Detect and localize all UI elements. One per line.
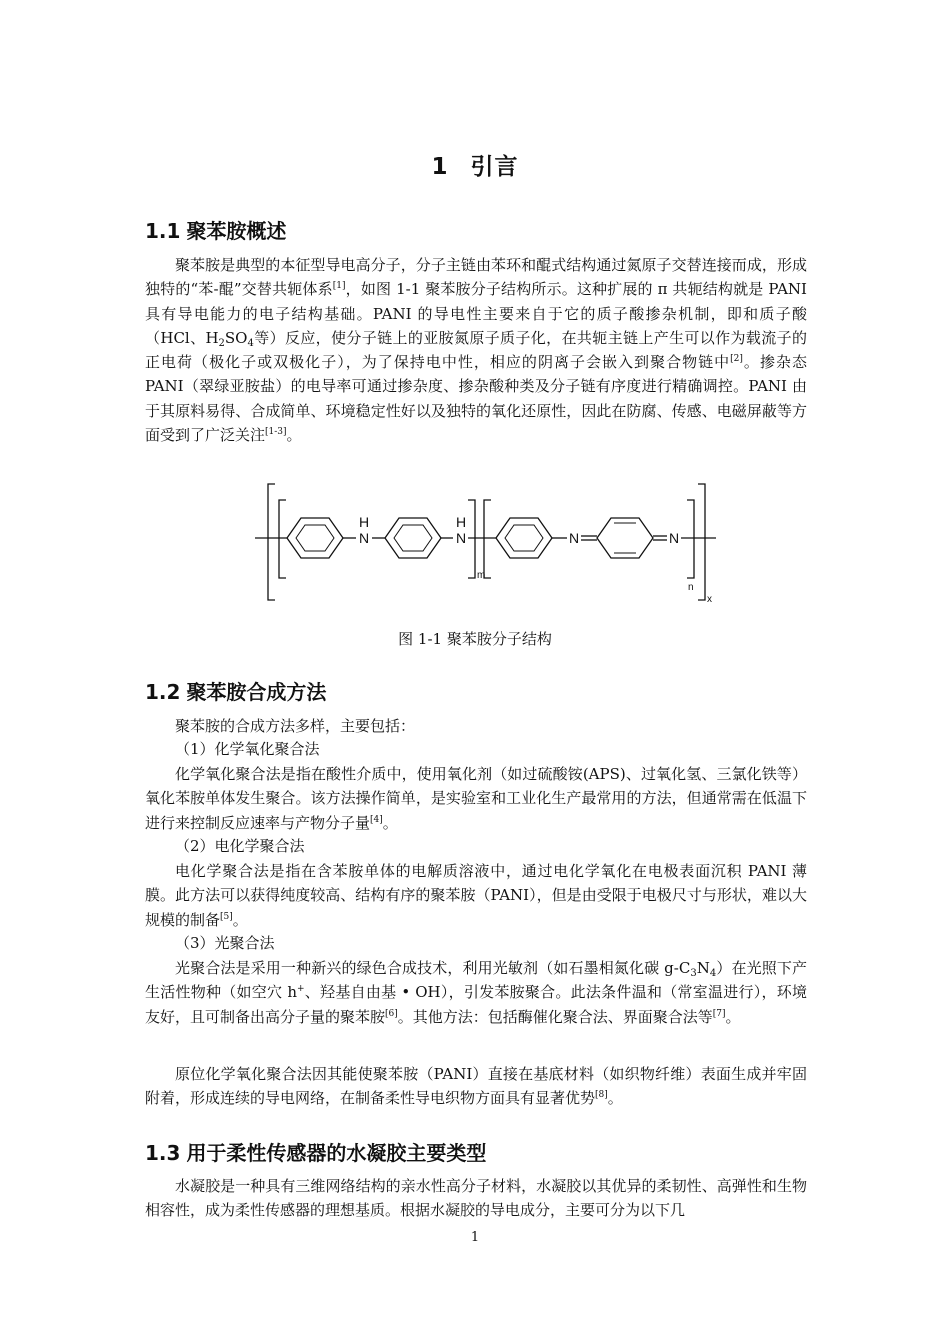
benzene-ring-inner bbox=[394, 525, 432, 551]
subscript-x: x bbox=[707, 594, 712, 605]
text-run: 聚苯胺是典型的本征型导电高分子，分子主链由苯环和醌式结构通过氮原子交替连接而成，形成独特的“苯-醌”交替共轭体系 bbox=[145, 256, 807, 299]
list-item-heading: （2）电化学聚合法 bbox=[175, 837, 305, 855]
text-run: 。 bbox=[725, 1007, 741, 1026]
paragraph-in-situ bbox=[145, 1062, 807, 1111]
subscript: 2 bbox=[218, 337, 225, 349]
text-run: 光聚合法是采用一种新兴的绿色合成技术，利用光敏剂（如石墨相氮化碳 g-C bbox=[175, 959, 691, 977]
subscript: 4 bbox=[709, 968, 717, 979]
hydrogen-atom: H bbox=[358, 514, 370, 530]
polyaniline-structure-figure bbox=[250, 478, 720, 608]
text-run: 。 bbox=[286, 426, 302, 445]
text-run: N bbox=[696, 959, 710, 977]
superscript: + bbox=[297, 984, 305, 995]
citation: [4] bbox=[370, 814, 383, 825]
text-run: SO bbox=[224, 328, 248, 347]
citation: [8] bbox=[595, 1090, 608, 1101]
figure-caption: 图 1-1 聚苯胺分子结构 bbox=[398, 630, 552, 648]
section-title: 用于柔性传感器的水凝胶主要类型 bbox=[186, 1141, 487, 1165]
paragraph-hydrogel: 水凝胶是一种具有三维网络结构的亲水性高分子材料，水凝胶以其优异的柔韧性、高弹性和生物相容性，成为柔性传感器的理想基质。根据水凝胶的导电成分，主要可分为以下几 bbox=[145, 1177, 807, 1220]
quinoid-ring bbox=[597, 518, 653, 558]
text-run: 。掺杂态 PANI（翠绿亚胺盐）的电导率可通过掺杂度、掺杂酸种类及分子链有序度进行精确调控。PANI 由于其原料易得、合成简单、环境稳定性好以及独特的氧化还原性，因此在防腐、传感、电磁屏蔽等方面受到了广泛关注 bbox=[145, 353, 807, 445]
text-run: 。 bbox=[382, 813, 398, 832]
citation: [2] bbox=[730, 354, 743, 365]
nitrogen-atom: N bbox=[358, 530, 370, 546]
text-run: 。其他方法：包括酶催化聚合法、界面聚合法等 bbox=[397, 1007, 713, 1026]
text-run: 。 bbox=[607, 1089, 623, 1108]
text-run: 、羟基自由基 • OH），引发苯胺聚合。此法条件温和（常室温进行），环境友好，且可制备出高分子量的聚苯胺 bbox=[145, 983, 808, 1026]
text-run: 等）反应，使分子链上的亚胺氮原子质子化，在共轭主链上产生可以作为载流子的正电荷（极化子或双极化子），为了保持电中性，相应的阴离子会嵌入到聚合物链中 bbox=[145, 328, 807, 372]
outer-bracket-left bbox=[268, 484, 275, 600]
nitrogen-atom: N bbox=[668, 530, 680, 546]
section-number: 1.2 bbox=[145, 680, 181, 704]
page-number: 1 bbox=[470, 1230, 480, 1245]
text-run: 原位化学氧化聚合法因其能使聚苯胺（PANI）直接在基底材料（如织物纤维）表面生成并牢固附着，形成连续的导电网络，在制备柔性导电织物方面具有显著优势 bbox=[145, 1065, 807, 1108]
section-title: 聚苯胺概述 bbox=[186, 219, 287, 243]
chapter-title: 引言 bbox=[470, 154, 519, 180]
section-title: 聚苯胺合成方法 bbox=[186, 680, 327, 704]
text-run: ，如图 1-1 聚苯胺分子结构所示。这种扩展的 π 共轭结构就是 PANI 具有导电能力的电子结构基础。PANI 的导电性主要来自于它的质子酸掺杂机制，即和质子酸（HCl、H bbox=[145, 280, 807, 347]
paragraph-overview bbox=[145, 253, 807, 447]
benzene-ring-inner bbox=[505, 525, 543, 551]
section-number: 1.3 bbox=[145, 1141, 181, 1165]
nitrogen-atom: N bbox=[455, 530, 467, 546]
chapter-heading bbox=[0, 148, 950, 181]
subscript-m: m bbox=[477, 570, 486, 581]
text-run: 电化学聚合法是指在含苯胺单体的电解质溶液中，通过电化学氧化在电极表面沉积 PANI 薄膜。此方法可以获得纯度较高、结构有序的聚苯胺（PANI），但是由受限于电极尺寸与形状，难以大规模的制备 bbox=[145, 862, 807, 929]
section-heading-1-1 bbox=[145, 215, 286, 244]
inner-bracket-left-n bbox=[484, 500, 491, 578]
hydrogen-atom: H bbox=[455, 514, 467, 530]
section-heading-1-2 bbox=[145, 676, 326, 705]
text-run: ）在光照下产生活性物种（如空穴 h bbox=[145, 959, 807, 1002]
subscript: 4 bbox=[247, 337, 254, 349]
section-number: 1.1 bbox=[145, 219, 181, 243]
subscript: 3 bbox=[690, 968, 697, 979]
text-run: 。 bbox=[232, 910, 248, 929]
benzene-ring-inner bbox=[296, 525, 334, 551]
chapter-number: 1 bbox=[431, 154, 449, 180]
nitrogen-atom: N bbox=[568, 530, 580, 546]
paragraph-electrochemical bbox=[145, 859, 807, 932]
inner-bracket-right-n bbox=[687, 500, 694, 578]
list-item-heading: （1）化学氧化聚合法 bbox=[175, 740, 320, 758]
inner-bracket-left-m bbox=[279, 500, 286, 578]
citation: [6] bbox=[385, 1008, 398, 1019]
paragraph-photopolymerization bbox=[145, 956, 807, 1029]
citation: [7] bbox=[712, 1008, 726, 1019]
citation: [1] bbox=[332, 281, 346, 292]
paragraph-chemical-oxidation bbox=[145, 762, 807, 835]
section-heading-1-3 bbox=[145, 1137, 486, 1166]
text-run: 化学氧化聚合法是指在酸性介质中，使用氧化剂（如过硫酸铵(APS)、过氧化氢、三氯化铁等）氧化苯胺单体发生聚合。该方法操作简单，是实验室和工业化生产最常用的方法，但通常需在低温下进行来控制反应速率与产物分子量 bbox=[145, 765, 807, 832]
citation: [5] bbox=[220, 911, 233, 922]
inner-bracket-right-m bbox=[468, 500, 475, 578]
outer-bracket-right bbox=[698, 484, 705, 600]
subscript-n: n bbox=[688, 582, 694, 593]
list-item-heading: （3）光聚合法 bbox=[175, 934, 275, 952]
paragraph-synthesis-intro: 聚苯胺的合成方法多样，主要包括： bbox=[175, 717, 416, 735]
citation: [1-3] bbox=[265, 427, 287, 438]
